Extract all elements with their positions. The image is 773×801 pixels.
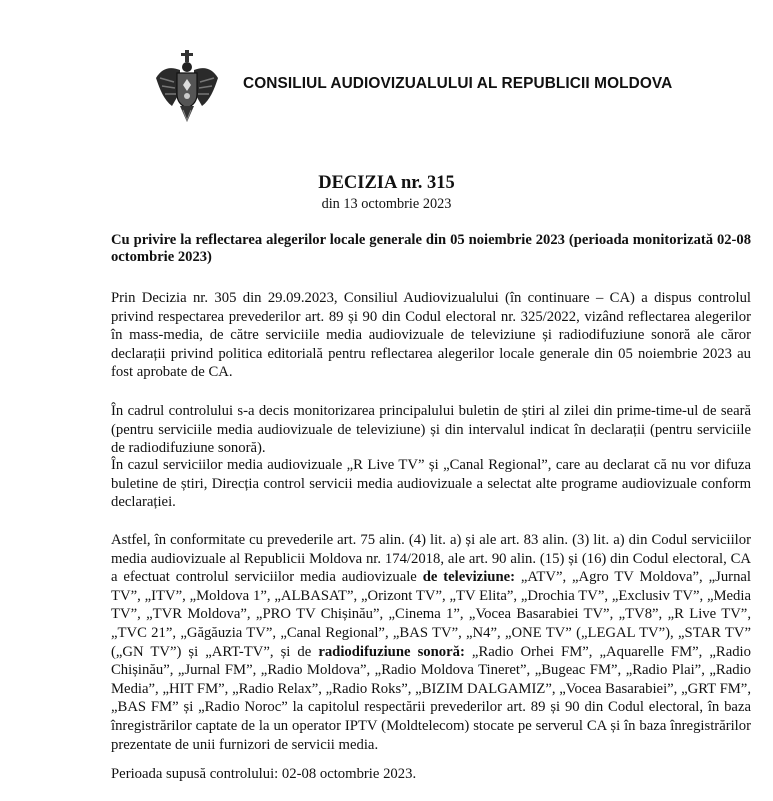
decision-date: din 13 octombrie 2023 (321, 196, 452, 212)
tv-label: de televiziune: (422, 569, 516, 586)
institution-name: CONSILIUL AUDIOVIZUALULUI AL REPUBLICII MOLDOVA (243, 75, 673, 92)
moldova-coat-of-arms-icon (152, 48, 222, 126)
paragraph-4 (111, 531, 751, 754)
radio-label: radiodifuziune sonoră: (318, 643, 465, 660)
paragraph-4-text-a: Astfel, în conformitate cu prevederile art. 75 alin. (4) lit. a) și ale art. 83 alin. (3) lit. a) din Codul serviciilor media audiovizuale al Republicii Moldova nr. 174/2018, ale art. 90 alin. (15) și (16) din Codul electoral, CA a efectuat controlul serviciilor media audiovizuale (111, 532, 751, 586)
document-header (152, 48, 752, 128)
paragraph-4-text-c: „ATV”, „Agro TV Moldova”, „Jurnal TV”, „ITV”, „Moldova 1”, „ALBASAT”, „Orizont TV”, „TV Elita”, „Drochia TV”, „Exclusiv TV”, „Media TV”, „TVR Moldova”, „PRO TV Chișinău”, „Cinema 1”, „Vocea Basarabiei TV”, „TV8”, „R Live TV”, „TVC 21”, „Găgăuzia TV”, „Canal Regional”, „BAS TV”, „N4”, „ONE TV” („LEGAL TV”), „STAR TV” („GN TV”) și „ART-TV”, și de (111, 569, 752, 660)
paragraph-1: Prin Decizia nr. 305 din 29.09.2023, Consiliul Audiovizualului (în continuare – CA) a dispus controlul privind respectarea prevederilor art. 89 și 90 din Codul electoral nr. 325/2022, vizând reflectarea alegerilor în mass-media, de către serviciile media audiovizuale de televiziune și radiodifuziune sonoră ale căror declarații privind politica editorială pentru reflectarea alegerilor locale generale din 05 noiembrie 2023 au fost aprobate de CA. (111, 290, 751, 381)
paragraph-5: Perioada supusă controlului: 02-08 octombrie 2023. (111, 766, 417, 782)
paragraph-4-text-e: „Radio Orhei FM”, „Aquarelle FM”, „Radio Chișinău”, „Jurnal FM”, „Radio Moldova”, „Radio Moldova Tineret”, „Bugeac FM”, „Radio Plai”, „Radio Media”, „HIT FM”, „Radio Relax”, „Radio Roks”, „BIZIM DALGAMIZ”, „Vocea Basarabiei”, „GRT FM”, „BAS FM” și „Radio Noroc” la capitolul respectării prevederilor art. 89 și 90 din Codul electoral, în baza înregistrărilor captate de la un operator IPTV (Moldtelecom) stocate pe serverul CA și în baza înregistrărilor prezentate de unii furnizori de servicii media. (111, 643, 751, 753)
decision-title: DECIZIA nr. 315 (318, 173, 455, 193)
paragraph-3: În cazul serviciilor media audiovizuale „R Live TV” și „Canal Regional”, care au declarat că nu vor difuza buletine de știri, Direcția control servicii media audiovizuale a selectat alte programe audiovizuale conform declarației. (111, 457, 751, 511)
paragraph-2: În cadrul controlului s-a decis monitorizarea principalului buletin de știri al zilei din prime-time-ul de seară (pentru serviciile media audiovizuale de televiziune) și din intervalul indicat în declarații (pentru serviciile de radiodifuziune sonoră). (111, 403, 751, 457)
decision-subject: Cu privire la reflectarea alegerilor locale generale din 05 noiembrie 2023 (perioada monitorizată 02-08 octombrie 2023) (111, 232, 751, 265)
